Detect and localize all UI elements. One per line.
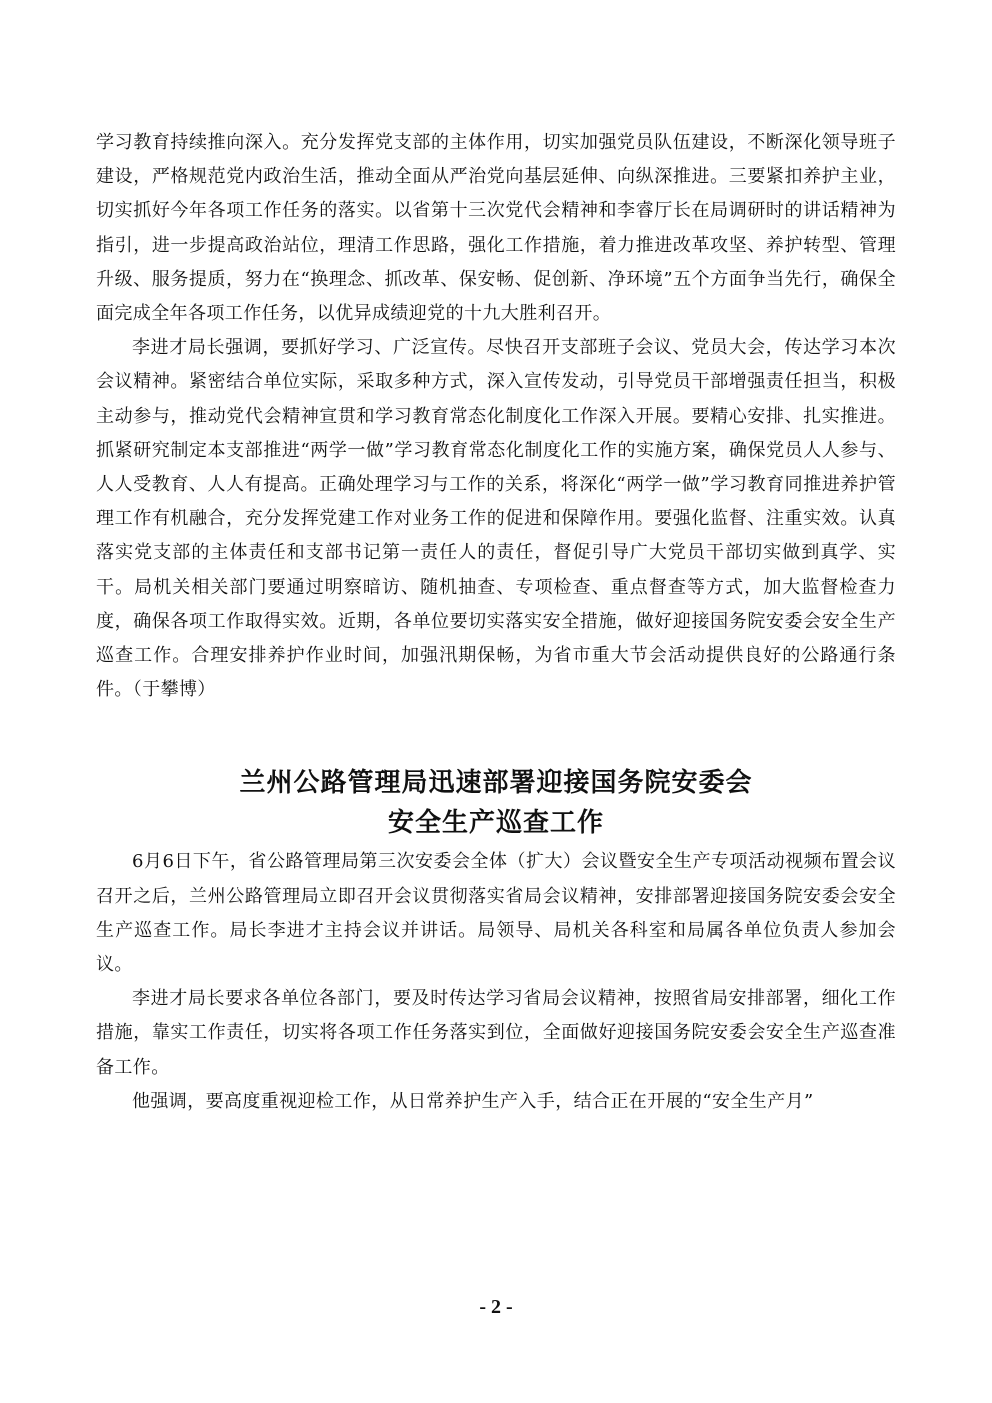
article2-paragraph-3: 他强调，要高度重视迎检工作，从日常养护生产入手，结合正在开展的“安全生产月” [132, 1090, 814, 1112]
article2-title-line-1: 兰州公路管理局迅速部署迎接国务院安委会 [239, 768, 753, 799]
article1-paragraph-1: 学习教育持续推向深入。充分发挥党支部的主体作用，切实加强党员队伍建设，不断深化领导班子建设，严格规范党内政治生活，推动全面从严治党向基层延伸、向纵深推进。三要紧扣养护主业，切实抓好今年各项工作任务的落实。以省第十三次党代会精神和李睿厅长在局调研时的讲话精神为指引，进一步提高政治站位，理清工作思路，强化工作措施，着力推进改革攻坚、养护转型、管理升级、服务提质，努力在“换理念、抓改革、保安畅、促创新、净环境”五个方面争当先行，确保全面完成全年各项工作任务，以优异成绩迎党的十九大胜利召开。 [96, 132, 896, 325]
article2-title-line-2: 安全生产巡查工作 [387, 808, 604, 839]
article2-paragraph-1: 6月6日下午，省公路管理局第三次安委会全体（扩大）会议暨安全生产专项活动视频布置会议召开之后，兰州公路管理局立即召开会议贯彻落实省局会议精神，安排部署迎接国务院安委会安全生产巡查工作。局长李进才主持会议并讲话。局领导、局机关各科室和局属各单位负责人参加会议。 [96, 851, 896, 976]
article2-paragraph-2: 李进才局长要求各单位各部门，要及时传达学习省局会议精神，按照省局安排部署，细化工作措施，靠实工作责任，切实将各项工作任务落实到位，全面做好迎接国务院安委会安全生产巡查准备工作。 [96, 988, 896, 1078]
page-number: - 2 - [479, 1296, 513, 1318]
article2-title [96, 763, 896, 843]
page-content [96, 126, 896, 1119]
section-gap [96, 707, 896, 763]
article1-paragraph-2: 李进才局长强调，要抓好学习、广泛宣传。尽快召开支部班子会议、党员大会，传达学习本次会议精神。紧密结合单位实际，采取多种方式，深入宣传发动，引导党员干部增强责任担当，积极主动参与，推动党代会精神宣贯和学习教育常态化制度化工作深入开展。要精心安排、扎实推进。抓紧研究制定本支部推进“两学一做”学习教育常态化制度化工作的实施方案，确保党员人人参与、人人受教育、人人有提高。正确处理学习与工作的关系，将深化“两学一做”学习教育同推进养护管理工作有机融合，充分发挥党建工作对业务工作的促进和保障作用。要强化监督、注重实效。认真落实党支部的主体责任和支部书记第一责任人的责任，督促引导广大党员干部切实做到真学、实干。局机关相关部门要通过明察暗访、随机抽查、专项检查、重点督查等方式，加大监督检查力度，确保各项工作取得实效。近期，各单位要切实落实安全措施，做好迎接国务院安委会安全生产巡查工作。合理安排养护作业时间，加强汛期保畅，为省市重大节会活动提供良好的公路通行条件。（于攀博） [96, 337, 896, 701]
